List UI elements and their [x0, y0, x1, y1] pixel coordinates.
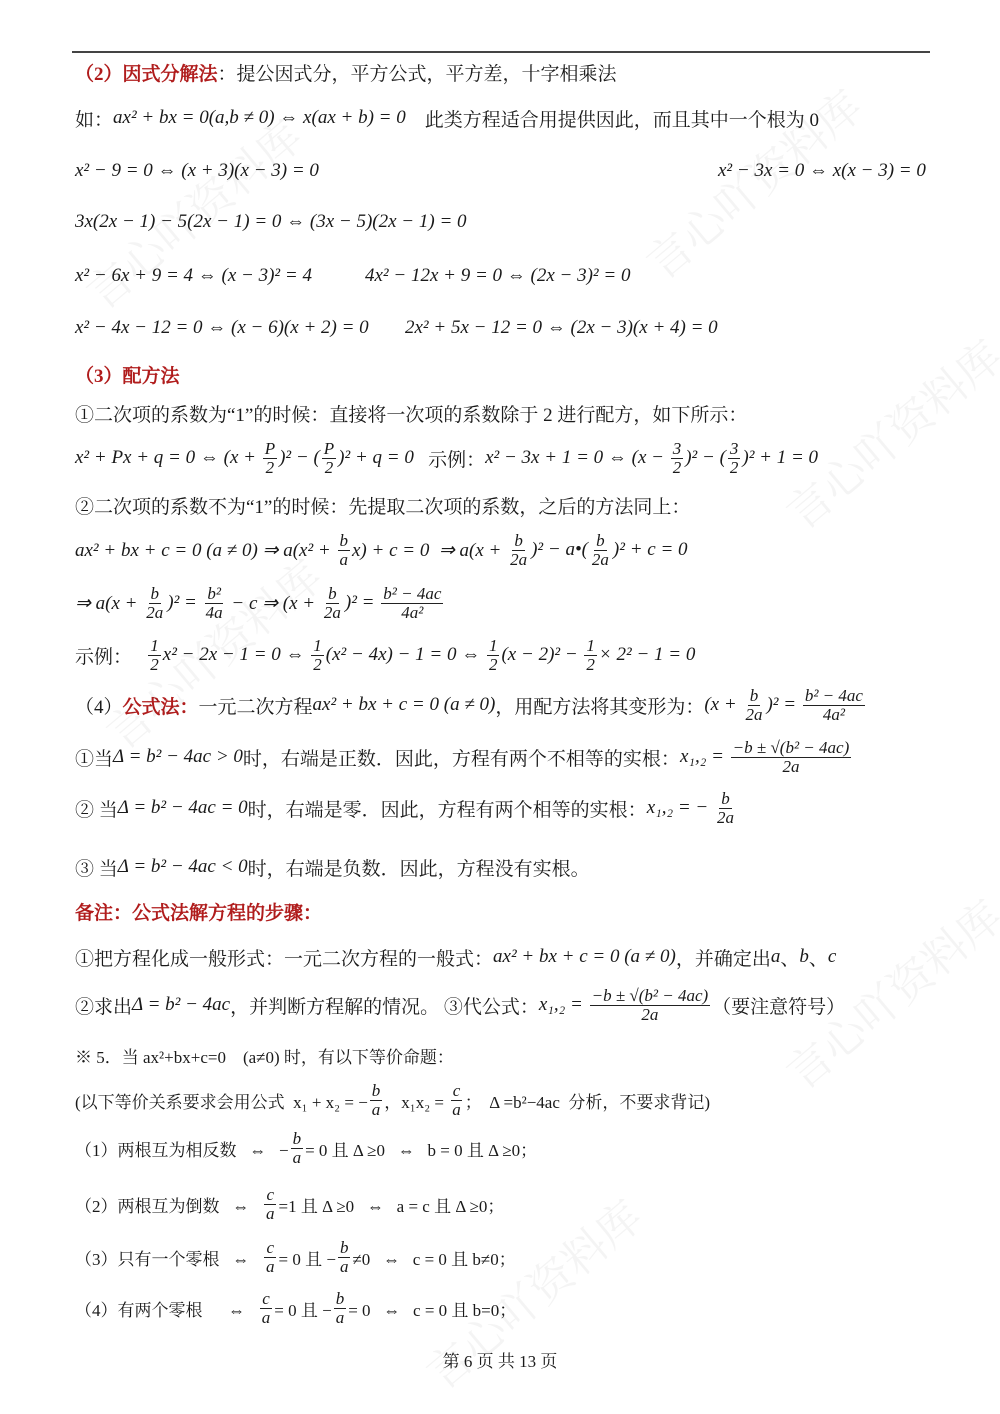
fraction-numerator: 1 — [150, 635, 159, 655]
fraction — [322, 440, 336, 477]
proposition-line — [75, 1179, 504, 1229]
fraction — [264, 1186, 277, 1223]
text-segment: = 0 且 − — [278, 1249, 336, 1269]
math-segment: )² + q = 0 — [338, 447, 414, 468]
fraction-denominator: 2a — [591, 549, 609, 569]
fraction — [731, 739, 852, 776]
text-segment: = 0 且 Δ ≥0 ⇔ b = 0 且 Δ ≥0； — [305, 1140, 538, 1160]
fraction-denominator: 2 — [729, 457, 739, 477]
fraction-denominator: 4a — [205, 602, 223, 622]
fraction-denominator: 2 — [324, 457, 334, 477]
fraction — [311, 637, 324, 674]
fraction — [148, 637, 161, 674]
fraction-numerator: b — [339, 1237, 349, 1257]
fraction-numerator: c — [266, 1237, 275, 1257]
math-segment: )² − ( — [279, 447, 320, 468]
text-line — [75, 980, 845, 1030]
math-segment: ax² + bx + c = 0 (a ≠ 0) ⇒ a(x² + — [75, 539, 336, 561]
fraction-denominator: 2a — [782, 756, 800, 776]
fraction — [671, 440, 684, 477]
equation-line — [75, 251, 312, 301]
fraction-numerator: b — [514, 530, 523, 550]
fraction-numerator: P — [323, 438, 335, 458]
fraction-numerator: b — [292, 1128, 302, 1148]
math-segment: x² − 2x − 1 = 0 ⇔ — [162, 644, 310, 665]
fraction-numerator: c — [266, 1184, 275, 1204]
fraction-denominator: a — [452, 1099, 461, 1119]
fraction-numerator: b — [721, 788, 730, 808]
math-segment: c — [827, 946, 837, 967]
equation-line — [718, 146, 926, 196]
fraction-denominator: 2 — [265, 457, 275, 477]
math-segment: )² = — [766, 694, 801, 715]
red-heading-text: （2）因式分解法 — [75, 63, 218, 85]
fraction-denominator: 4a² — [401, 602, 424, 622]
math-segment: )² + 1 = 0 — [742, 447, 819, 468]
fraction — [264, 1239, 277, 1276]
red-heading-text: 备注：公式法解方程的步骤： — [75, 902, 323, 924]
text-segment: ※ 5．当 ax²+bx+c=0 (a≠0) 时，有以下等价命题： — [75, 1047, 454, 1067]
math-segment: × 2² − 1 = 0 — [598, 644, 696, 665]
math-segment: x₁,₂ = — [679, 746, 729, 767]
text-segment: 、 — [808, 948, 828, 970]
text-segment: ②求出 — [75, 996, 133, 1018]
text-segment: 示例： — [413, 449, 486, 471]
math-segment: x) + c = 0 ⇒ a(x + — [352, 539, 507, 561]
fraction-denominator: 2 — [672, 457, 682, 477]
math-segment: Δ = b² − 4ac = 0 — [117, 797, 248, 818]
text-segment: （要注意符号） — [712, 996, 846, 1018]
text-segment: 时，右端是零．因此，方程有两个相等的实根： — [247, 799, 647, 821]
fraction — [381, 585, 443, 622]
text-segment: （2）两根互为倒数 ⇔ — [75, 1196, 262, 1216]
factorization-heading — [75, 47, 617, 97]
red-heading-text: 公式法： — [122, 696, 199, 718]
text-segment: ③ 当 — [75, 858, 118, 880]
equation-line — [75, 146, 319, 196]
math-segment: x₁,₂ = — [538, 994, 588, 1015]
text-segment: （4） — [75, 696, 123, 718]
equation-line — [75, 578, 445, 628]
red-heading-text: （3）配方法 — [75, 365, 180, 387]
text-segment: 此类方程适合用提供因此，而且其中一个根为 0 — [405, 109, 819, 131]
fraction-numerator: 3 — [672, 438, 682, 458]
fraction — [322, 585, 343, 622]
text-segment: 如： — [75, 109, 114, 131]
text-segment: 时，右端是正数．因此，方程有两个不相等的实根： — [242, 748, 680, 770]
factorization-example — [75, 93, 819, 143]
text-segment: 、 — [780, 948, 800, 970]
math-segment: 3x(2x − 1) − 5(2x − 1) = 0 ⇔ (3x − 5)(2x − 1) = 0 — [75, 211, 467, 232]
text-segment: (以下等价关系要求会用公式 x₁ + x₂ = − — [75, 1092, 368, 1112]
fraction — [590, 532, 611, 569]
fraction-numerator: P — [264, 438, 276, 458]
fraction — [728, 440, 741, 477]
math-segment: x² − 4x − 12 = 0 ⇔ (x − 6)(x + 2) = 0 — [75, 317, 369, 338]
fraction — [590, 987, 711, 1024]
fraction-denominator: 4a² — [822, 704, 845, 724]
math-segment: )² − a•( — [531, 539, 588, 560]
text-segment: ①当 — [75, 748, 114, 770]
fraction — [743, 687, 764, 724]
text-segment: ，并确定出 — [675, 948, 771, 970]
text-segment: ≠0 ⇔ c = 0 且 b≠0； — [352, 1249, 516, 1269]
text-line — [75, 783, 738, 833]
proposition-line — [75, 1123, 537, 1173]
fraction — [144, 585, 165, 622]
fraction-numerator: c — [452, 1080, 461, 1100]
text-segment: （1）两根互为相反数 ⇔ − — [75, 1140, 289, 1160]
math-segment: ax² + bx + c = 0 (a ≠ 0) — [312, 694, 496, 715]
text-segment: ②二次项的系数不为“1”的时候：先提取二次项的系数，之后的方法同上： — [75, 496, 691, 518]
fraction — [584, 637, 597, 674]
text-segment: ，用配方法将其变形为： — [495, 696, 705, 718]
math-segment: − c ⇒ (x + — [226, 592, 320, 614]
fraction — [204, 585, 225, 622]
fraction-numerator: b — [371, 1080, 381, 1100]
fraction-denominator: 2 — [488, 654, 498, 674]
text-segment: ，x₁x₂ = — [384, 1092, 449, 1112]
text-segment: ：提公因式分，平方公式，平方差，十字相乘法 — [217, 63, 617, 85]
math-segment: )² = — [167, 592, 202, 613]
equation-line — [405, 303, 718, 353]
note-heading — [75, 886, 322, 936]
equation-line — [75, 433, 818, 483]
math-segment: b — [799, 946, 809, 967]
text-line — [75, 1075, 710, 1125]
fraction-numerator: b — [328, 583, 337, 603]
fraction-numerator: b² − 4ac — [804, 685, 863, 705]
fraction-numerator: b — [335, 1288, 345, 1308]
math-segment: )² + c = 0 — [612, 539, 688, 560]
math-segment: )² = — [344, 592, 380, 613]
watermark — [770, 323, 1000, 542]
formula-method-heading — [75, 680, 867, 730]
equation-line — [75, 303, 369, 353]
text-segment: 时，右端是负数．因此，方程没有实根。 — [247, 858, 590, 880]
math-segment: Δ = b² − 4ac — [132, 994, 231, 1015]
fraction-numerator: b — [749, 685, 759, 705]
text-segment: （4）有两个零根 ⇔ — [75, 1300, 258, 1320]
math-segment: a — [770, 946, 781, 967]
fraction-denominator: 2a — [146, 602, 164, 622]
fraction — [803, 687, 865, 724]
text-segment: （3）只有一个零根 ⇔ — [75, 1249, 262, 1269]
text-segment: = 0 ⇔ c = 0 且 b=0； — [348, 1300, 517, 1320]
fraction-numerator: 1 — [488, 635, 498, 655]
fraction-numerator: 1 — [313, 635, 322, 655]
text-segment: ①把方程化成一般形式：一元二次方程的一般式： — [75, 948, 494, 970]
fraction-denominator: a — [266, 1256, 275, 1276]
math-segment: ax² + bx = 0(a,b ≠ 0) ⇔ x(ax + b) = 0 — [113, 107, 406, 128]
equation-line — [365, 251, 630, 301]
proposition-line — [75, 1232, 516, 1282]
fraction — [338, 1239, 351, 1276]
fraction-numerator: −b ± √(b² − 4ac) — [732, 737, 850, 757]
fraction — [338, 532, 351, 569]
math-segment: ax² + bx + c = 0 (a ≠ 0) — [493, 946, 676, 967]
text-segment: ； Δ =b²−4ac 分析，不要求背记) — [464, 1092, 711, 1112]
fraction — [291, 1130, 304, 1167]
fraction-denominator: a — [371, 1099, 381, 1119]
fraction-denominator: 2a — [745, 704, 763, 724]
text-line — [75, 932, 836, 982]
text-segment: =1 且 Δ ≥0 ⇔ a = c 且 Δ ≥0； — [278, 1196, 505, 1216]
math-segment: x² − 9 = 0 ⇔ (x + 3)(x − 3) = 0 — [75, 160, 319, 181]
fraction-denominator: a — [339, 1256, 349, 1276]
fraction-denominator: 2 — [150, 654, 159, 674]
fraction — [715, 790, 736, 827]
fraction-numerator: b — [150, 583, 160, 603]
text-line — [75, 480, 690, 530]
fraction-numerator: b — [596, 530, 605, 550]
text-segment: ①二次项的系数为“1”的时候：直接将一次项的系数除于 2 进行配方，如下所示： — [75, 404, 748, 426]
math-segment: 2x² + 5x − 12 = 0 ⇔ (2x − 3)(x + 4) = 0 — [405, 317, 718, 338]
fraction-numerator: −b ± √(b² − 4ac) — [591, 985, 709, 1005]
fraction-denominator: a — [339, 549, 348, 569]
fraction-numerator: 1 — [586, 635, 595, 655]
math-segment: Δ = b² − 4ac < 0 — [117, 856, 248, 877]
fraction-denominator: a — [292, 1147, 302, 1167]
fraction — [370, 1082, 383, 1119]
fraction — [487, 637, 500, 674]
math-segment: ⇒ a(x + — [75, 592, 143, 614]
text-segment: ② 当 — [75, 799, 118, 821]
fraction-denominator: 2a — [323, 602, 341, 622]
fraction-numerator: b² − 4ac — [383, 583, 442, 603]
math-segment: )² − ( — [685, 447, 726, 468]
equation-line — [75, 630, 695, 680]
fraction — [450, 1082, 463, 1119]
math-segment: x² + Px + q = 0 ⇔ (x + — [75, 447, 261, 468]
text-line — [75, 842, 590, 892]
fraction — [508, 532, 529, 569]
text-segment: 一元二次方程 — [198, 696, 313, 718]
math-segment: 4x² − 12x + 9 = 0 ⇔ (2x − 3)² = 0 — [365, 265, 631, 286]
fraction-denominator: 2 — [313, 654, 322, 674]
fraction-denominator: a — [266, 1203, 275, 1223]
text-line — [75, 732, 853, 782]
text-line — [75, 388, 747, 438]
fraction — [260, 1290, 273, 1327]
fraction-numerator: 3 — [729, 438, 739, 458]
math-segment: (x − 2)² − — [501, 644, 583, 665]
text-segment: 示例： — [75, 646, 147, 668]
equation-line — [75, 525, 688, 575]
math-segment: (x + — [704, 694, 742, 715]
fraction-denominator: a — [335, 1307, 345, 1327]
text-segment: = 0 且 − — [274, 1300, 332, 1320]
fraction-denominator: 2a — [641, 1004, 659, 1024]
fraction-numerator: c — [262, 1288, 270, 1308]
equation-line — [75, 197, 467, 247]
math-segment: x² − 3x = 0 ⇔ x(x − 3) = 0 — [718, 160, 926, 181]
page-footer: 第 6 页 共 13 页 — [442, 1352, 558, 1371]
fraction-denominator: a — [261, 1307, 271, 1327]
text-segment: ，并判断方程解的情况。 ③代公式： — [230, 996, 539, 1018]
text-line — [75, 1030, 454, 1080]
math-segment: x² − 3x + 1 = 0 ⇔ (x − — [485, 447, 669, 468]
math-segment: x² − 6x + 9 = 4 ⇔ (x − 3)² = 4 — [75, 265, 312, 286]
fraction-denominator: 2 — [586, 654, 595, 674]
fraction — [334, 1290, 347, 1327]
math-segment: x₁,₂ = − — [646, 797, 713, 818]
fraction-numerator: b² — [207, 583, 221, 603]
math-segment: (x² − 4x) − 1 = 0 ⇔ — [325, 644, 485, 665]
fraction — [263, 440, 277, 477]
proposition-line — [75, 1283, 516, 1333]
fraction-denominator: 2a — [716, 807, 734, 827]
fraction-numerator: b — [339, 530, 348, 550]
fraction-denominator: 2a — [510, 549, 528, 569]
math-segment: Δ = b² − 4ac > 0 — [113, 746, 243, 767]
